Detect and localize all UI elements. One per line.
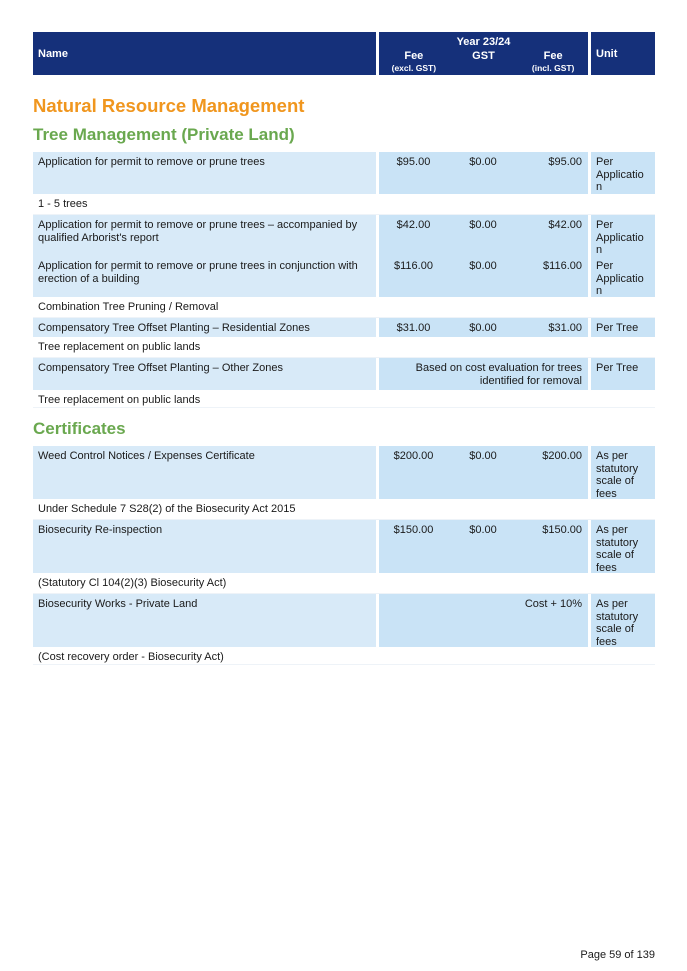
fee-schedule-page	[33, 32, 655, 663]
header-fee-incl: Fee (incl. GST)	[531, 50, 575, 73]
page-number: Page 59 of 139	[580, 949, 655, 961]
header-year: Year 23/24	[456, 36, 511, 48]
table-note: Tree replacement on public lands	[33, 390, 655, 408]
table-row: Compensatory Tree Offset Planting – Other Zones Based on cost evaluation for trees identified for removal Per Tree	[33, 358, 655, 390]
table-header	[33, 32, 655, 75]
header-year-group	[379, 32, 588, 75]
subsection-title-certificates: Certificates	[33, 419, 126, 438]
table-row: Biosecurity Works - Private Land Cost + 10% As per statutory scale of fees	[33, 594, 655, 647]
table-note: (Statutory Cl 104(2)(3) Biosecurity Act)	[33, 573, 655, 594]
table-note: Under Schedule 7 S28(2) of the Biosecurity Act 2015	[33, 499, 655, 520]
table-note: Combination Tree Pruning / Removal	[33, 297, 655, 318]
table-note: (Cost recovery order - Biosecurity Act)	[33, 647, 655, 665]
header-name: Name	[33, 32, 376, 75]
table-row: Compensatory Tree Offset Planting – Residential Zones $31.00 $0.00 $31.00 Per Tree	[33, 318, 655, 337]
table-note: 1 - 5 trees	[33, 194, 655, 215]
tree-fee-table	[33, 152, 655, 408]
section-title: Natural Resource Management	[33, 95, 305, 116]
table-row: Biosecurity Re-inspection $150.00 $0.00 $150.00 As per statutory scale of fees	[33, 520, 655, 573]
table-row: Weed Control Notices / Expenses Certificate $200.00 $0.00 $200.00 As per statutory scale of fees	[33, 446, 655, 499]
table-row: Application for permit to remove or prune trees $95.00 $0.00 $95.00 Per Applicatio n	[33, 152, 655, 194]
table-row: Application for permit to remove or prune trees in conjunction with erection of a building $116.00 $0.00 $116.00 Per Applicatio n	[33, 256, 655, 297]
table-row: Application for permit to remove or prune trees – accompanied by qualified Arborist's report $42.00 $0.00 $42.00 Per Applicatio n	[33, 215, 655, 256]
header-fee-excl: Fee (excl. GST)	[391, 50, 437, 73]
header-unit: Unit	[591, 32, 655, 75]
subsection-title-tree: Tree Management (Private Land)	[33, 125, 295, 144]
header-gst: GST	[472, 50, 495, 62]
certificates-fee-table	[33, 446, 655, 665]
table-note: Tree replacement on public lands	[33, 337, 655, 358]
